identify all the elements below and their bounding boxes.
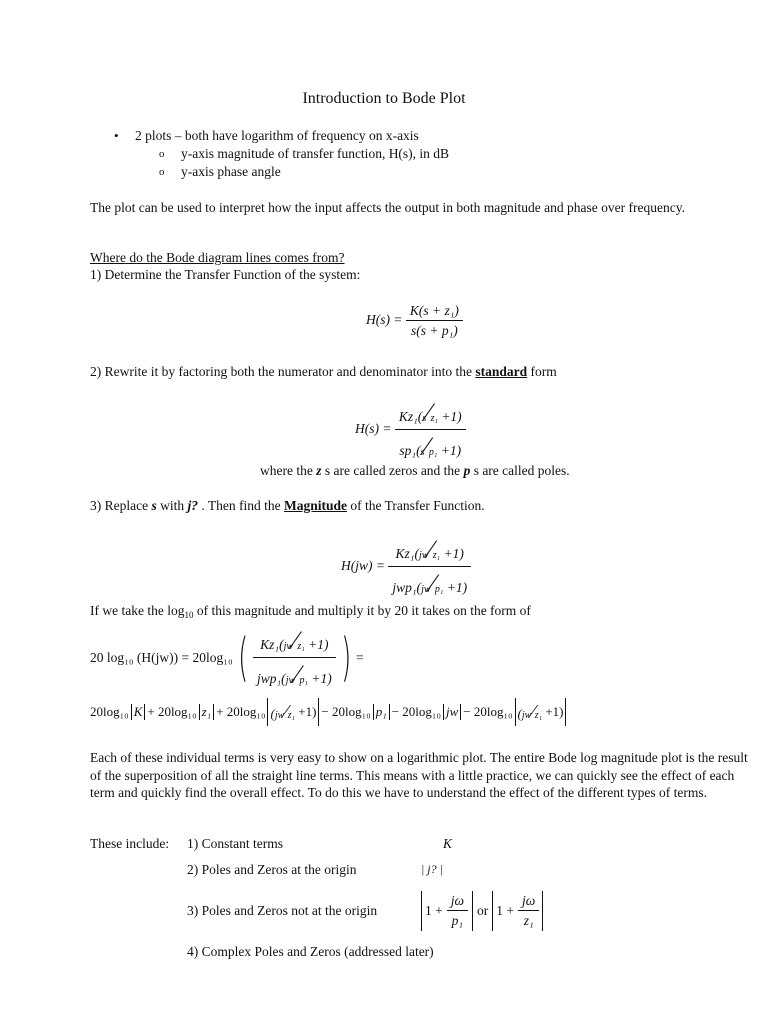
circle-bullet-icon: o [159, 166, 165, 178]
equation-magnitude: H(jw) = $\frac{\text{Kz₁(jw⁄z₁ +1)}}{\text{jwp₁(jw⁄p₁ +1)}}$ [341, 535, 471, 599]
include-item-1-symbol: K [443, 836, 453, 851]
include-item-3: 3) Poles and Zeros not at the origin [187, 903, 378, 918]
bullet-main: 2 plots – both have logarithm of frequency on x-axis [135, 128, 419, 143]
intro-paragraph: The plot can be used to interpret how the input affects the output in both magnitude and phase over frequency. [90, 200, 685, 215]
superposition-paragraph: Each of these individual terms is very easy to show on a logarithmic plot. The entire Bode log magnitude plot is the result of the superposition of all the straight line terms. This means with a little practice, we can quickly see the effect of each term and quickly find the overall effect. To do this we have to understand the effect of the different types of terms. [90, 750, 748, 800]
step-1: 1) Determine the Transfer Function of the system: [90, 267, 361, 282]
includes-lead: These include: [90, 836, 170, 851]
step-2: 2) Rewrite it by factoring both the numerator and denominator into the standard form [90, 364, 557, 379]
bullet-sub-2: y-axis phase angle [181, 164, 281, 179]
section-heading: Where do the Bode diagram lines comes from? [90, 250, 345, 265]
equation-standard-form: H(s) = $\frac{\text{Kz₁(s⁄z₁ +1)}}{\text{sp₁(s⁄p₁ +1)}}$ [355, 398, 466, 462]
circle-bullet-icon: o [159, 148, 165, 160]
include-item-3-symbol: 1 + $\frac{j\omega}{\text{p₁}}$ or 1 + $\frac{j\omega}{\text{z₁}}$ [421, 889, 543, 933]
bullet-icon: • [114, 128, 119, 143]
include-item-2-symbol: | j? | [421, 862, 443, 876]
page-title: Introduction to Bode Plot [302, 90, 466, 107]
include-item-1: 1) Constant terms [187, 836, 283, 851]
equation-log-magnitude: 20 log₁₀ (H(jw)) = 20log₁₀ ( $\frac{\text{Kz₁(jw⁄z₁ +1)}}{\text{jwp₁(jw⁄p₁ +1)}}$ ) = [90, 626, 364, 689]
include-item-2: 2) Poles and Zeros at the origin [187, 862, 357, 877]
equation-transfer-function: H(s) = $\frac{\text{K(s + z₁)}}{\text{s(s + p₁)}}$ [366, 303, 463, 339]
zeros-poles-note: where the z s are called zeros and the p s are called poles. [260, 463, 570, 478]
bullet-sub-1: y-axis magnitude of transfer function, H(s), in dB [181, 146, 450, 161]
equation-expanded-terms: 20log₁₀ K + 20log₁₀ z₁ + 20log₁₀ (jw⁄z₁ +1) − 20log₁₀ p₁ − 20log₁₀ jw − 20log₁₀ (jw⁄z₁ +1) [90, 694, 568, 730]
step-3: 3) Replace s with j? . Then find the Magnitude of the Transfer Function. [90, 498, 485, 513]
include-item-4: 4) Complex Poles and Zeros (addressed later) [187, 944, 434, 959]
log-sentence: If we take the $\log_{10}$ of this magnitude and multiply it by 20 it takes on the form of [90, 603, 531, 620]
